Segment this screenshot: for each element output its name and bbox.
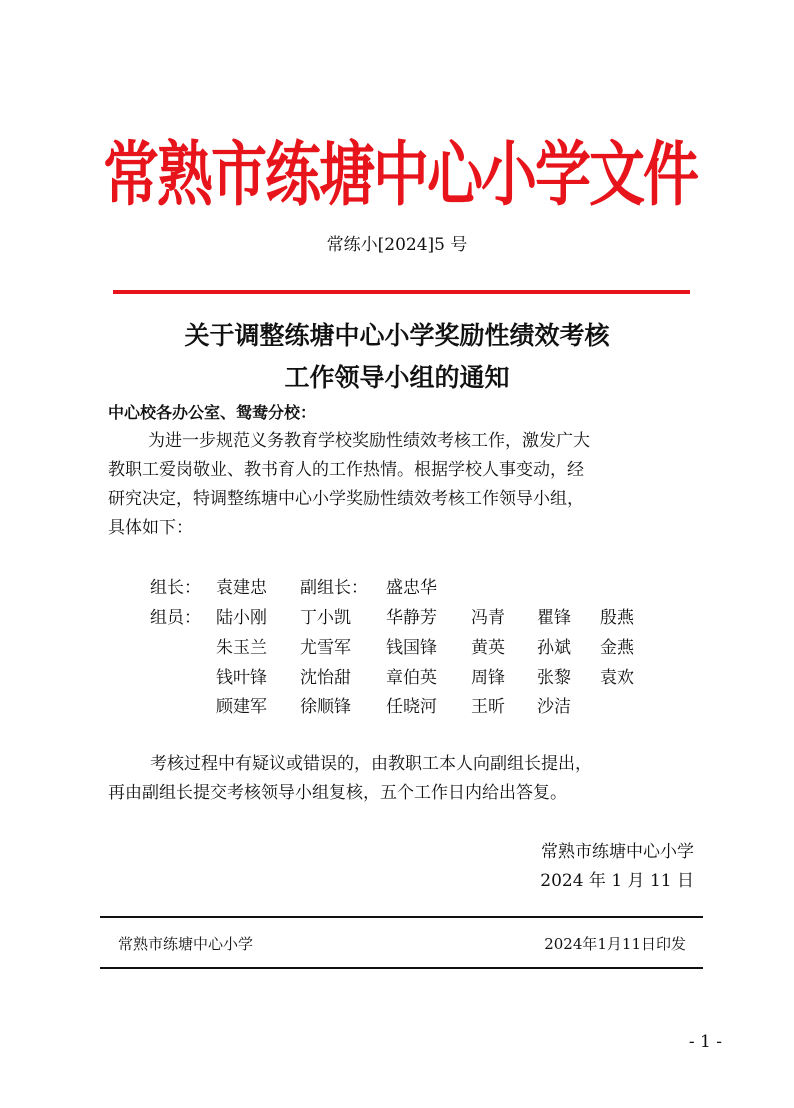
- signature-organization: 常熟市练塘中心小学: [541, 842, 694, 862]
- leader-name: 袁建忠: [216, 578, 267, 598]
- member-name: 黄英: [471, 638, 505, 658]
- footer-rule-top: [100, 916, 703, 918]
- member-name: 王昕: [471, 697, 505, 717]
- member-name: 袁欢: [600, 668, 634, 688]
- footer-organization: 常熟市练塘中心小学: [118, 935, 254, 953]
- member-name: 周锋: [471, 668, 505, 688]
- issuer-title: 常熟市练塘中心小学文件: [103, 134, 697, 216]
- signature-date: 2024 年 1 月 11 日: [540, 871, 694, 891]
- member-name: 孙斌: [537, 638, 571, 658]
- leader-label: 组长：: [150, 578, 201, 598]
- footer-rule-bottom: [100, 967, 703, 969]
- deputy-label: 副组长：: [300, 578, 368, 598]
- member-name: 丁小凯: [300, 608, 351, 628]
- paragraph-1-line: 研究决定，特调整练塘中心小学奖励性绩效考核工作领导小组，: [108, 489, 584, 509]
- member-name: 钱国锋: [386, 638, 437, 658]
- paragraph-2-line: 考核过程中有疑议或错误的，由教职工本人向副组长提出，: [150, 754, 592, 774]
- paragraph-1-line: 教职工爱岗敬业、教书育人的工作热情。根据学校人事变动，经: [108, 460, 584, 480]
- member-name: 陆小刚: [216, 608, 267, 628]
- members-label: 组员：: [150, 608, 201, 628]
- member-name: 任晓河: [386, 697, 437, 717]
- addressee: 中心校各办公室、鸳鸯分校：: [108, 403, 317, 422]
- paragraph-1-line: 为进一步规范义务教育学校奖励性绩效考核工作，激发广大: [148, 431, 590, 451]
- member-name: 朱玉兰: [216, 638, 267, 658]
- member-name: 徐顺锋: [300, 697, 351, 717]
- page-number: - 1 -: [688, 1032, 722, 1052]
- member-name: 尤雪军: [300, 638, 351, 658]
- member-name: 瞿锋: [537, 608, 571, 628]
- member-name: 顾建军: [216, 697, 267, 717]
- document-number: 常练小[2024]5 号: [326, 235, 468, 255]
- deputy-name: 盛忠华: [386, 578, 437, 598]
- header-red-rule: [113, 290, 690, 294]
- member-name: 钱叶锋: [216, 668, 267, 688]
- notice-title-line-1: 关于调整练塘中心小学奖励性绩效考核: [184, 321, 610, 350]
- member-name: 殷燕: [600, 608, 634, 628]
- member-name: 金燕: [600, 638, 634, 658]
- paragraph-2-line: 再由副组长提交考核领导小组复核，五个工作日内给出答复。: [108, 783, 567, 803]
- member-name: 冯青: [471, 608, 505, 628]
- notice-title-line-2: 工作领导小组的通知: [284, 363, 510, 392]
- member-name: 张黎: [537, 668, 571, 688]
- member-name: 沙洁: [537, 697, 571, 717]
- member-name: 华静芳: [386, 608, 437, 628]
- paragraph-1-line: 具体如下：: [108, 518, 193, 538]
- member-name: 章伯英: [386, 668, 437, 688]
- member-name: 沈怡甜: [300, 668, 351, 688]
- footer-print-date: 2024年1月11日印发: [544, 935, 686, 953]
